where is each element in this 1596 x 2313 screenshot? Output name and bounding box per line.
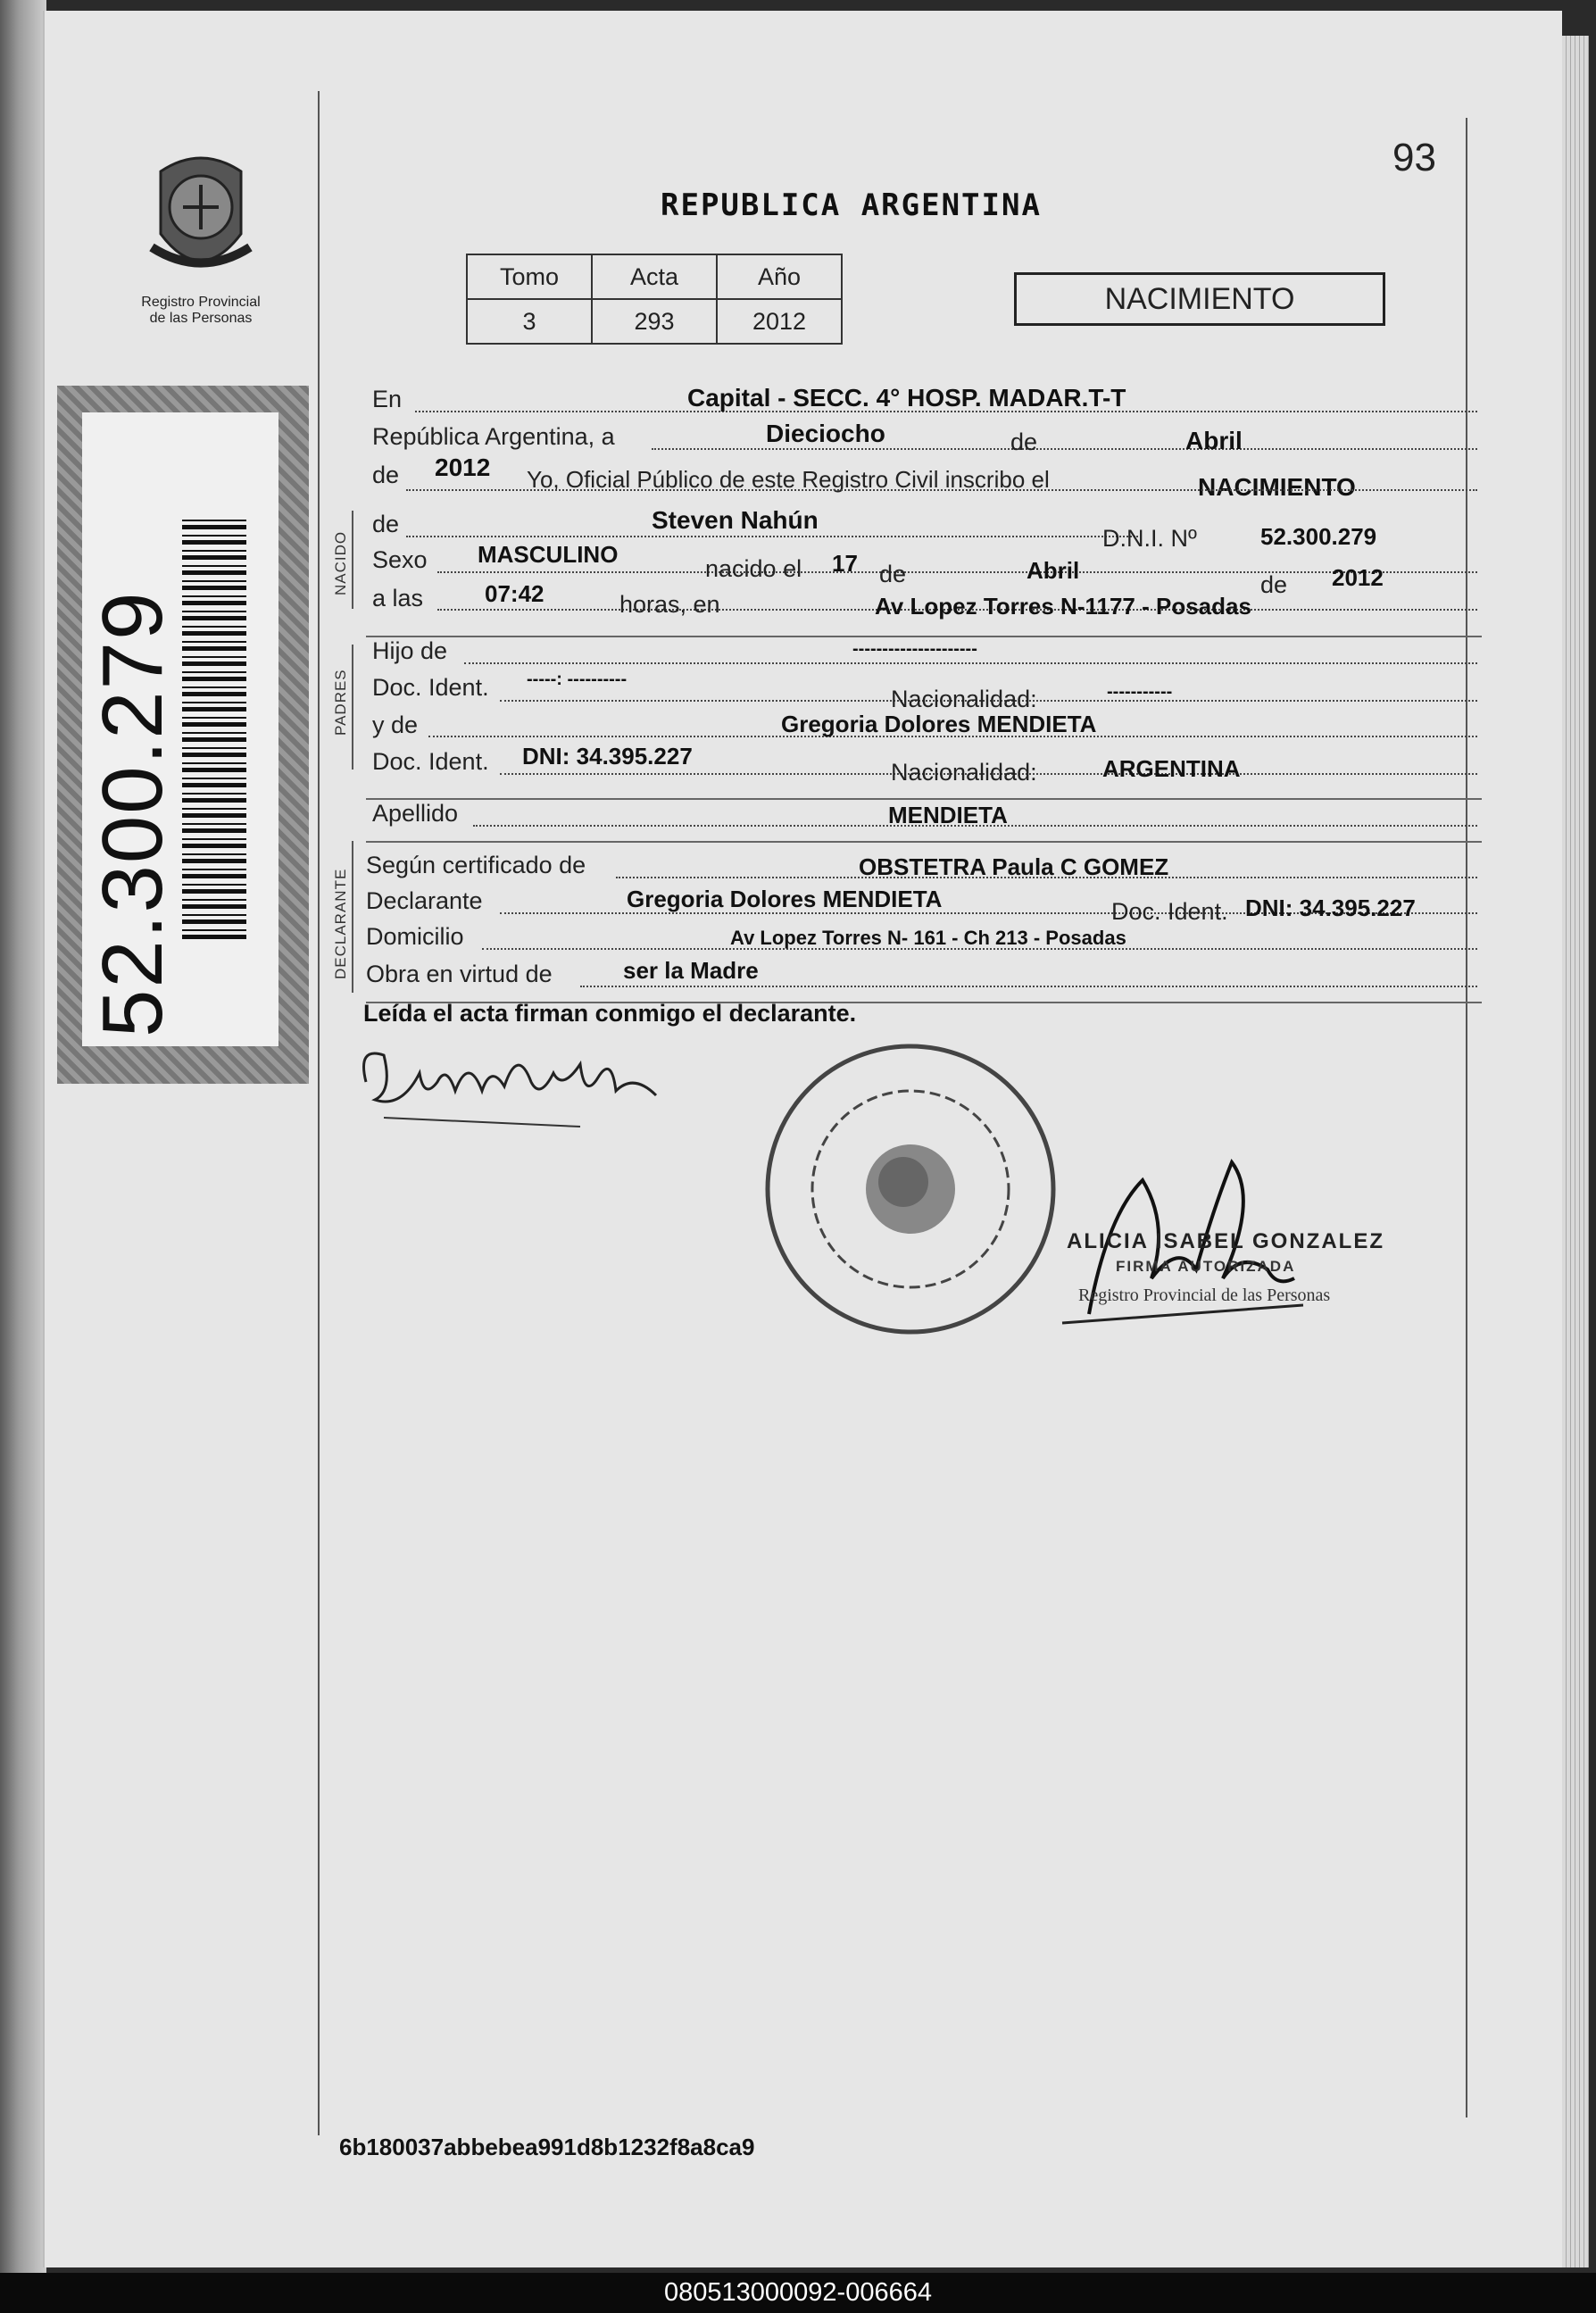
horas-en-label: horas, en	[619, 591, 720, 618]
decl-doc-value: DNI: 34.395.227	[1245, 894, 1416, 921]
doc1-value: -----: ----------	[527, 670, 628, 689]
value-ano: 2012	[717, 299, 842, 344]
dotline-nombre	[406, 536, 1138, 537]
section-declarante: DECLARANTE	[332, 868, 349, 979]
republica-label: República Argentina, a	[372, 423, 615, 450]
decl-doc-label: Doc. Ident.	[1111, 898, 1228, 925]
section-padres: PADRES	[332, 669, 349, 736]
nac2-value: ARGENTINA	[1102, 755, 1241, 782]
dotline-obra	[580, 986, 1477, 987]
hijo-value: ---------------------	[852, 639, 977, 659]
madre-value: Gregoria Dolores MENDIETA	[781, 711, 1097, 737]
barcode	[182, 520, 246, 939]
en-label: En	[372, 386, 403, 412]
doc2-value: DNI: 34.395.227	[522, 743, 693, 770]
section-nacido: NACIDO	[332, 530, 349, 595]
certificado-label: Según certificado de	[366, 852, 586, 878]
hash-code: 6b180037abbebea991d8b1232f8a8ca9	[339, 2134, 755, 2160]
header-acta: Acta	[592, 254, 717, 299]
nombre-label: de	[372, 511, 400, 537]
hijo-label: Hijo de	[372, 637, 448, 664]
birth-de2: de	[1260, 571, 1288, 598]
leida-text: Leída el acta firman conmigo el declarante.	[363, 1000, 857, 1027]
document-page	[43, 11, 1562, 2267]
logo-caption	[107, 295, 295, 327]
section-padres-line	[352, 645, 353, 770]
side-label-number: 52.300.279	[85, 590, 180, 1037]
day-words: Dieciocho	[766, 420, 885, 447]
header-ano: Año	[717, 254, 842, 299]
act-type-box: NACIMIENTO	[1014, 272, 1385, 326]
dni-value: 52.300.279	[1260, 523, 1377, 550]
margin-line	[318, 91, 320, 2135]
year-value: 2012	[435, 453, 491, 481]
book-spine	[0, 0, 46, 2281]
right-border-line	[1466, 118, 1467, 2117]
nac1-value: -----------	[1107, 682, 1173, 702]
declarante-value: Gregoria Dolores MENDIETA	[627, 886, 943, 912]
official-role: FIRMA AUTORIZADA	[1116, 1258, 1296, 1275]
doc1-label: Doc. Ident.	[372, 674, 489, 701]
obra-value: ser la Madre	[623, 957, 759, 984]
sexo-label: Sexo	[372, 546, 428, 573]
apellido-label: Apellido	[372, 800, 459, 827]
domicilio-value: Av Lopez Torres N- 161 - Ch 213 - Posadas	[730, 927, 1126, 949]
official-name: ALICIA ISABEL GONZALEZ	[1067, 1229, 1384, 1253]
logo-caption-line2: de las Personas	[149, 311, 253, 326]
divider-1	[366, 636, 1482, 637]
inscribo-value: NACIMIENTO	[1198, 473, 1356, 501]
month-value: Abril	[1185, 427, 1243, 454]
declarante-label: Declarante	[366, 887, 483, 914]
certificado-value: OBSTETRA Paula C GOMEZ	[859, 853, 1169, 880]
sexo-value: MASCULINO	[478, 541, 619, 568]
doc2-label: Doc. Ident.	[372, 748, 489, 775]
section-declarante-line	[352, 841, 353, 993]
divider-3	[366, 841, 1482, 843]
hora-value: 07:42	[485, 580, 544, 607]
official-registry: Registro Provincial de las Personas	[1078, 1285, 1331, 1305]
lugar-value: Av Lopez Torres N-1177 - Posadas	[875, 593, 1251, 620]
provincial-logo	[134, 145, 268, 296]
registry-table	[466, 254, 843, 345]
declarant-signature	[348, 1028, 687, 1140]
de-label: de	[1010, 428, 1038, 455]
domicilio-label: Domicilio	[366, 923, 464, 950]
nacido-label: nacido el	[705, 555, 802, 582]
side-label	[57, 386, 309, 1084]
yde-label: y de	[372, 711, 419, 738]
en-value: Capital - SECC. 4° HOSP. MADAR.T-T	[687, 384, 1126, 412]
section-nacido-line	[352, 511, 353, 609]
footer-code: 080513000092-006664	[0, 2273, 1596, 2313]
divider-2	[366, 798, 1482, 800]
country-title: REPUBLICA ARGENTINA	[661, 187, 1042, 223]
birth-month: Abril	[1027, 557, 1080, 584]
side-label-card	[82, 412, 278, 1046]
a-las-label: a las	[372, 585, 424, 612]
inscribo-text: Yo, Oficial Público de este Registro Civil inscribo el	[527, 466, 1050, 493]
birth-de1: de	[879, 561, 907, 587]
apellido-value: MENDIETA	[888, 802, 1008, 828]
dotline-hijo	[464, 662, 1477, 664]
nac2-label: Nacionalidad:	[891, 759, 1037, 786]
obra-label: Obra en virtud de	[366, 961, 553, 987]
value-acta: 293	[592, 299, 717, 344]
logo-caption-line1: Registro Provincial	[141, 295, 261, 310]
official-stamp	[750, 1028, 1071, 1354]
value-tomo: 3	[467, 299, 592, 344]
dotline-sexo	[437, 571, 1477, 573]
nombre-value: Steven Nahún	[652, 506, 819, 534]
header-tomo: Tomo	[467, 254, 592, 299]
birth-day: 17	[832, 550, 858, 577]
dni-label: D.N.I. Nº	[1102, 525, 1197, 552]
dotline-republica	[652, 448, 1477, 450]
nac1-label: Nacionalidad:	[891, 686, 1037, 712]
page-number: 93	[1392, 136, 1436, 179]
dotline-inscribo	[406, 489, 1477, 491]
birth-year: 2012	[1332, 564, 1384, 591]
year-prefix: de	[372, 462, 400, 488]
